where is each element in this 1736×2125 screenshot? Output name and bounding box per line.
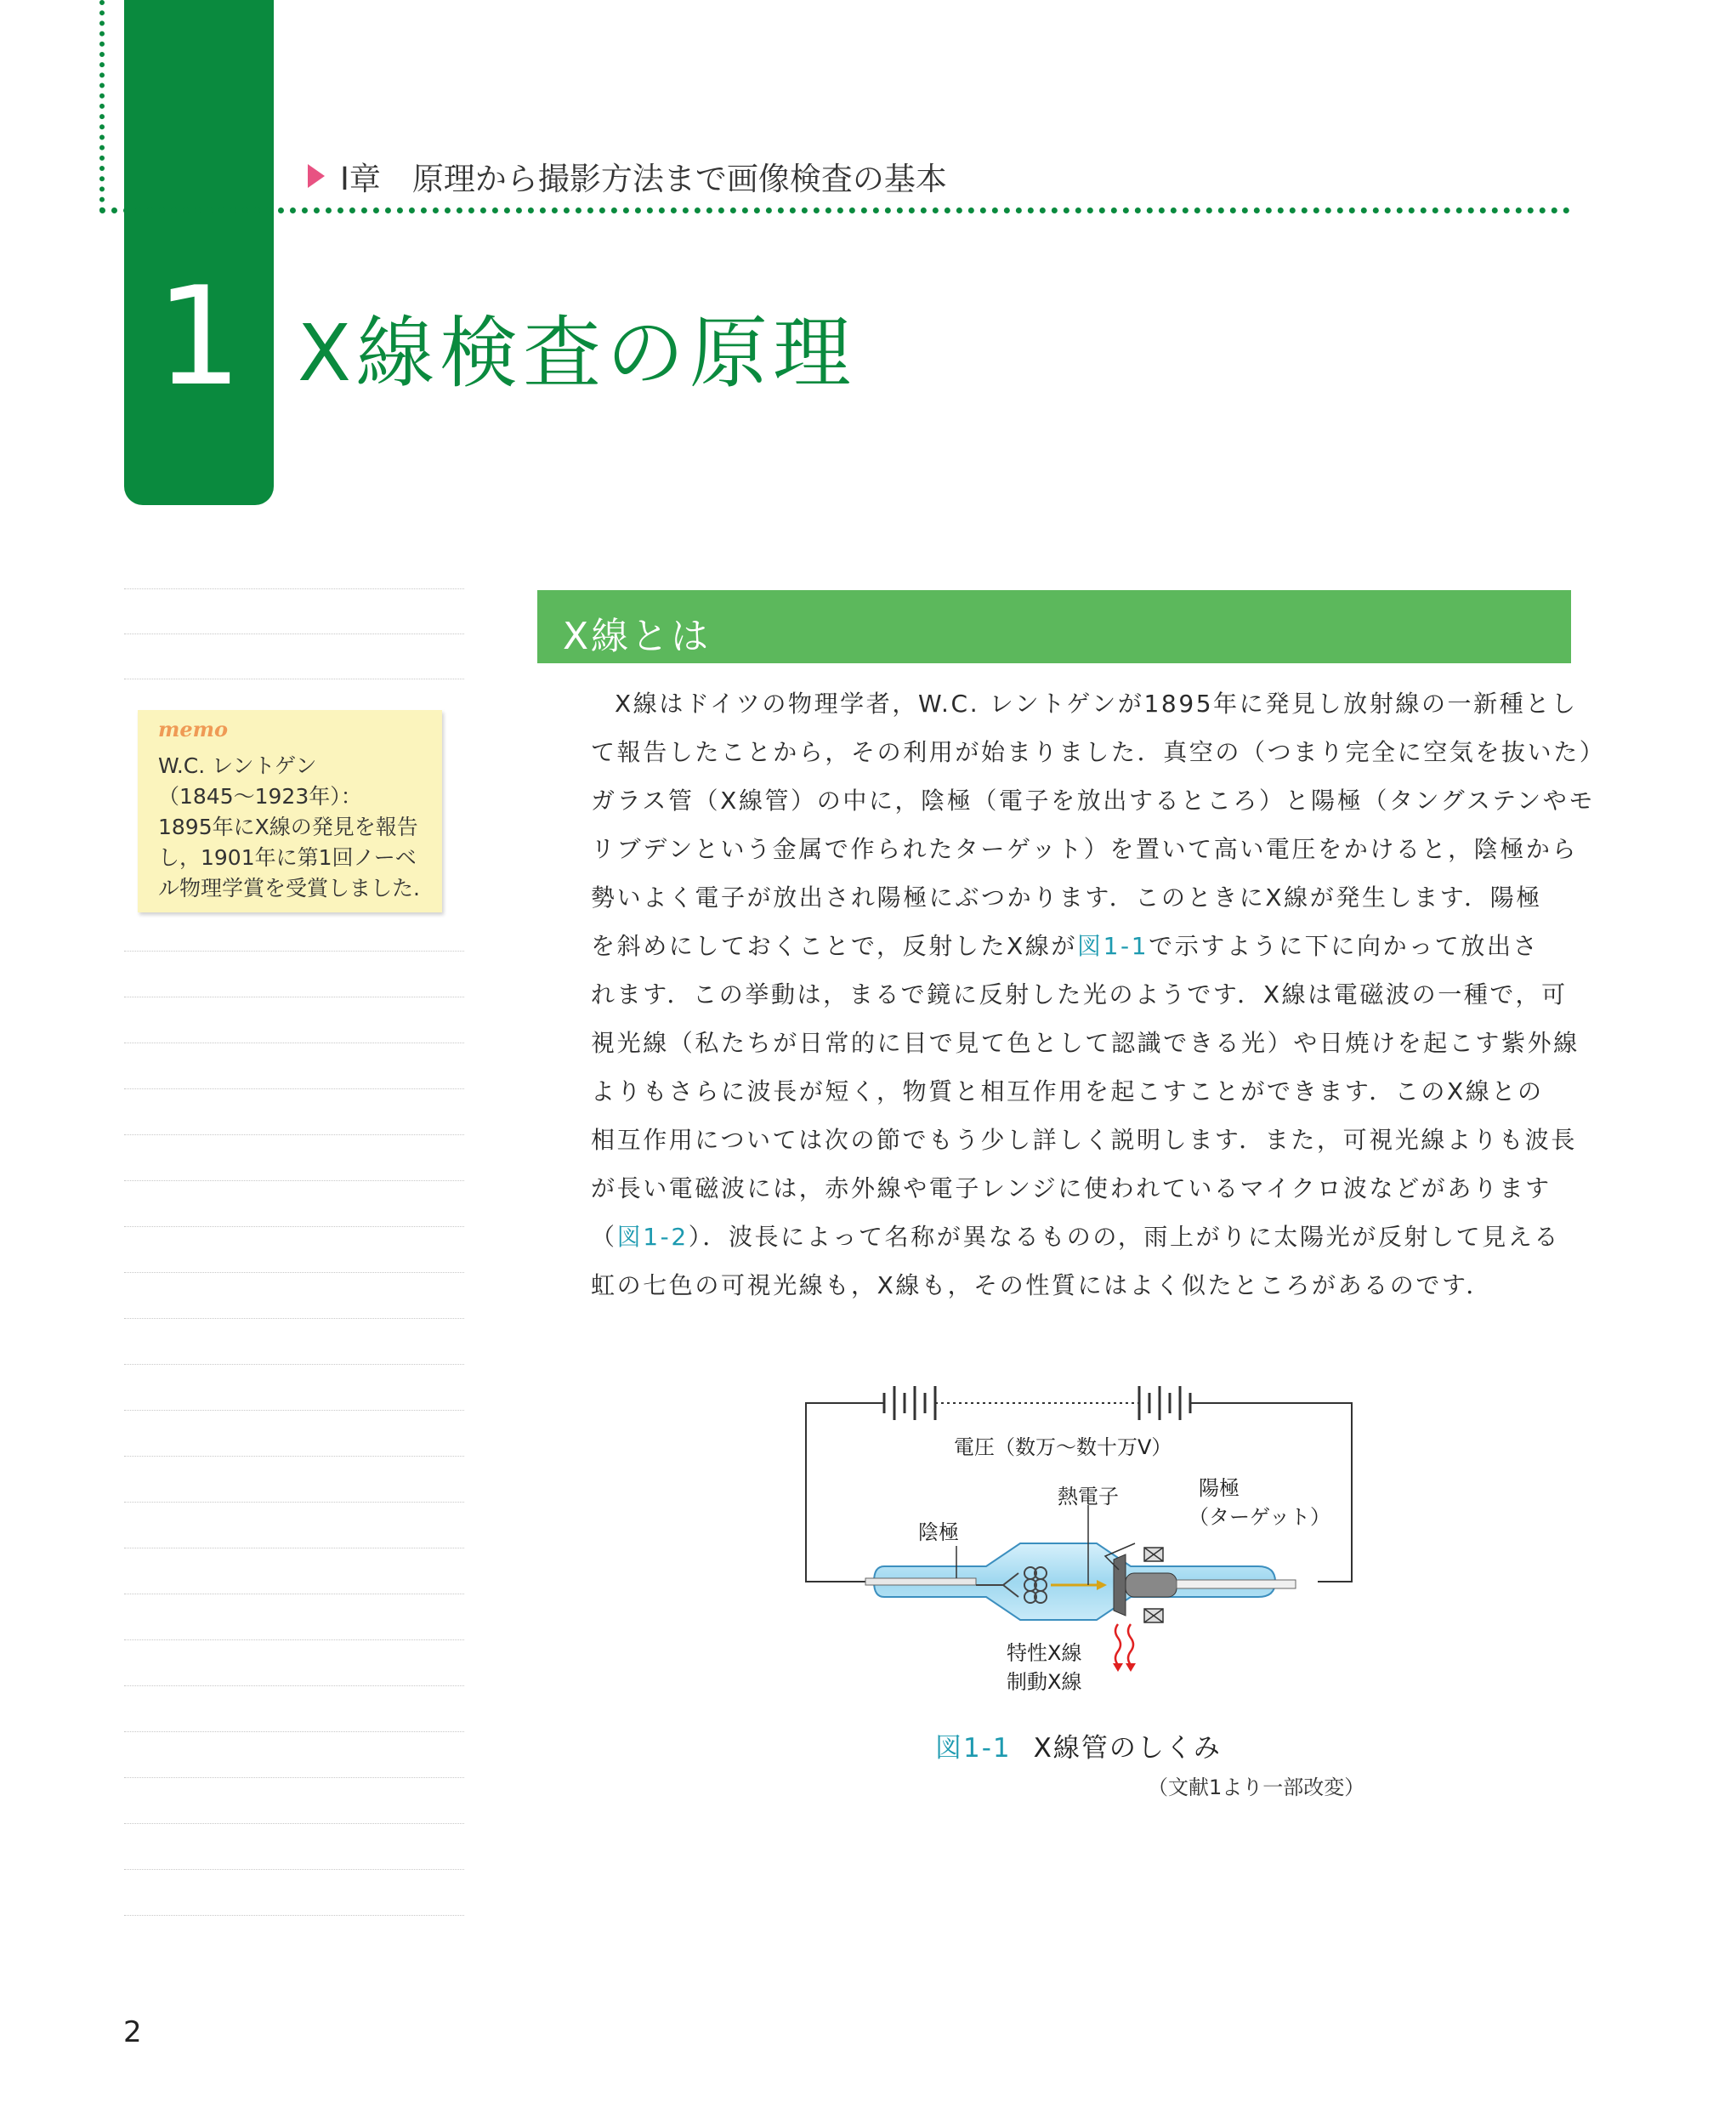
margin-rule [124,1915,464,1916]
margin-rule [124,1639,464,1640]
margin-rule [124,1502,464,1503]
margin-rule [124,1685,464,1686]
paragraph-line: 視光線（私たちが日常的に目で見て色として認識できる光）や日焼けを起こす紫外線 [591,1029,1580,1057]
chapter-tab [124,0,274,505]
memo-line: （1845〜1923年）： [158,784,362,809]
subsection-bar [537,590,1571,663]
cathode-lead [865,1578,976,1585]
paragraph-text: （ [591,1223,617,1251]
margin-rule [124,588,464,589]
battery-icon [884,1386,935,1420]
vertical-dotted-line [99,0,105,213]
memo-line: W.C. レントゲン [158,753,317,778]
margin-rule [124,1088,464,1089]
margin-rule [124,1226,464,1227]
memo-line: 1895年にX線の発見を報告 [158,815,418,839]
page-number: 2 [123,2015,142,2049]
figure-title: X線管のしくみ [1033,1733,1222,1764]
memo-line: ル物理学賞を受賞しました. [158,876,420,901]
triangle-bullet-icon [308,164,325,188]
paragraph-line: リブデンという金属で作られたターゲット）を置いて高い電圧をかけると，陰極から [591,835,1579,863]
margin-rule [124,1777,464,1778]
margin-rule [124,951,464,952]
cathode-label: 陰極 [918,1520,959,1544]
paragraph-text: で示すように下に向かって放出さ [1149,932,1540,960]
paragraph-line: が長い電磁波には，赤外線や電子レンジに使われているマイクロ波などがあります [591,1174,1552,1202]
voltage-label: 電圧（数万〜数十万V） [954,1435,1172,1459]
anode-sub-label: （ターゲット） [1189,1505,1331,1529]
paragraph-line [591,1219,1560,1253]
paragraph-text: ）．波長によって名称が異なるものの，雨上がりに太陽光が反射して見える [688,1223,1561,1251]
paragraph-line: 勢いよく電子が放出され陽極にぶつかります．このときにX線が発生します．陽極 [591,884,1542,912]
bremsstrahlung-label: 制動X線 [1007,1670,1082,1694]
margin-rule [124,1410,464,1411]
xray-arrowheads [1113,1663,1136,1672]
paragraph-line: よりもさらに波長が短く，物質と相互作用を起こすことができます．このX線との [591,1077,1544,1105]
margin-rule [124,1134,464,1135]
battery-icon [1139,1386,1190,1420]
paragraph-text: を斜めにしておくことで，反射したX線が [591,932,1078,960]
characteristic-xray-label: 特性X線 [1007,1641,1082,1665]
memo-line: し，1901年に第1回ノーベ [158,845,417,870]
margin-rule [124,1731,464,1732]
paragraph-line: て報告したことから，その利用が始まりました．真空の（つまり完全に空気を抜いた） [591,738,1606,766]
margin-rule [124,1869,464,1870]
anode-label: 陽極 [1199,1476,1240,1500]
paragraph-line: 相互作用については次の節でもう少し詳しく説明します．また，可視光線よりも波長 [591,1126,1578,1154]
figure-number: 図1-1 [935,1733,1012,1764]
figure-source: （文献1より一部改変） [1148,1776,1365,1799]
header-dotted-line [99,207,1570,213]
chapter-header [308,155,947,197]
memo-note [138,710,442,912]
margin-rule [124,1318,464,1319]
section-title: X線検査の原理 [298,308,857,399]
margin-rule [124,1180,464,1181]
paragraph-line: X線はドイツの物理学者，W.C. レントゲンが1895年に発見し放射線の一新種とし [615,690,1578,718]
margin-rule [124,1272,464,1273]
xray-emission-icon [1115,1624,1133,1665]
margin-rule [124,1364,464,1365]
thermal-electron-label: 熱電子 [1058,1485,1119,1509]
paragraph-line: れます．この挙動は，まるで鏡に反射した光のようです．X線は電磁波の一種で，可 [591,980,1568,1009]
margin-rule [124,1823,464,1824]
paragraph-line: ガラス管（X線管）の中に，陰極（電子を放出するところ）と陽極（タングステンやモ [591,787,1595,815]
margin-rule [124,1456,464,1457]
figure-caption [935,1726,1222,1764]
figure-reference-link[interactable]: 図1-2 [616,1223,689,1251]
paragraph-line [591,928,1539,962]
chapter-number: 1 [156,257,242,416]
paragraph-line: 虹の七色の可視光線も，X線も，その性質にはよく似たところがあるのです． [591,1271,1492,1299]
memo-label: memo [158,717,229,741]
anode-target [1114,1554,1296,1616]
subsection-title: X線とは [563,615,712,658]
xray-tube-diagram [799,1369,1360,1709]
chapter-label: Ⅰ章 原理から撮影方法まで画像検査の基本 [340,161,947,197]
figure-reference-link[interactable]: 図1-1 [1077,932,1149,960]
